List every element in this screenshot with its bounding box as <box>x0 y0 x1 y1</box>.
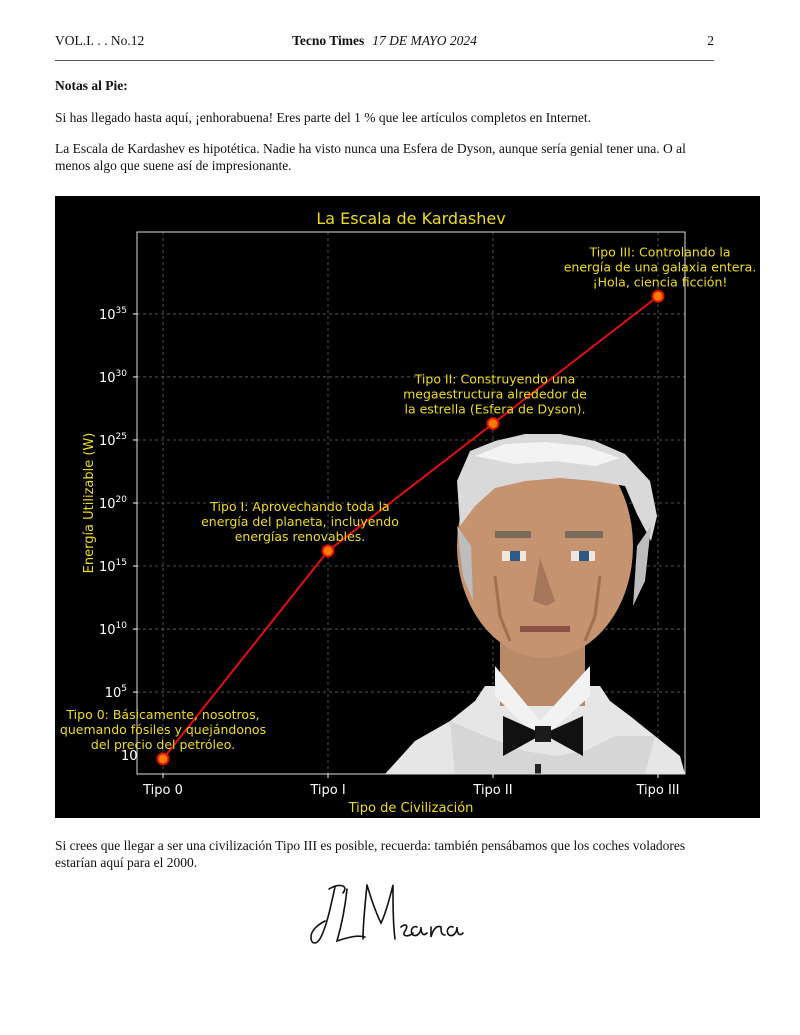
y-tick-label: $10^5$ <box>104 684 127 702</box>
point-annotation: Tipo III: Controlando la energía de una galaxia entera. ¡Hola, ciencia ficción! <box>563 244 757 290</box>
newspaper-name: Tecno Times <box>292 33 365 48</box>
header-rule <box>55 60 714 61</box>
chart-title: La Escala de Kardashev <box>316 209 506 228</box>
x-tick-label: Tipo 0 <box>143 783 183 798</box>
data-point <box>158 753 169 764</box>
y-tick-label: $10^{25}$ <box>99 431 127 449</box>
x-axis-label: Tipo de Civilización <box>348 801 474 816</box>
kardashev-chart-figure <box>55 196 760 818</box>
y-tick-label: $10^{30}$ <box>99 368 127 386</box>
x-tick-label: Tipo II <box>473 783 513 798</box>
y-tick-label: $10^{35}$ <box>99 305 127 323</box>
masthead <box>55 33 714 49</box>
point-annotation: Tipo I: Aprovechando toda la energía del planeta, incluyendo energías renovables. <box>201 498 399 544</box>
page-header <box>55 33 714 53</box>
issue-date: 17 DE MAYO 2024 <box>372 33 477 48</box>
page-number: 2 <box>707 33 714 48</box>
paragraph-1: Si has llegado hasta aquí, ¡enhorabuena! Eres parte del 1 % que lee artículos completos en Internet. <box>55 110 592 125</box>
data-point <box>653 291 664 302</box>
section-title: Notas al Pie: <box>55 78 128 93</box>
y-tick-label: $10^{20}$ <box>99 495 127 512</box>
x-tick-label: Tipo I <box>310 783 346 798</box>
signature <box>305 875 465 955</box>
point-annotation: Tipo 0: Básicamente, nosotros, quemando fósiles y quejándonos del precio del petróleo. <box>59 706 267 752</box>
y-tick-label-partial: 10 <box>121 749 138 765</box>
y-tick-label: $10^{15}$ <box>99 558 127 576</box>
data-point <box>323 545 334 556</box>
paragraph-2: La Escala de Kardashev es hipotética. Nadie ha visto nunca una Esfera de Dyson, aunque sería genial tener una. O al menos algo que suene así de impresionante. <box>55 141 686 173</box>
paragraph-3: Si crees que llegar a ser una civilización Tipo III es posible, recuerda: también pensábamos que los coches voladores estarían aquí para el 2000. <box>55 838 686 870</box>
data-point <box>488 418 499 429</box>
point-annotation: Tipo II: Construyendo una megaestructura alrededor de la estrella (Esfera de Dyson). <box>403 371 587 417</box>
y-tick-label: $10^{10}$ <box>99 621 127 639</box>
kardashev-chart <box>55 196 760 818</box>
y-axis-label: Energía Utilizable (W) <box>82 432 97 574</box>
volume-number: VOL.I. . . No.12 <box>55 33 145 48</box>
x-tick-label: Tipo III <box>636 783 680 798</box>
